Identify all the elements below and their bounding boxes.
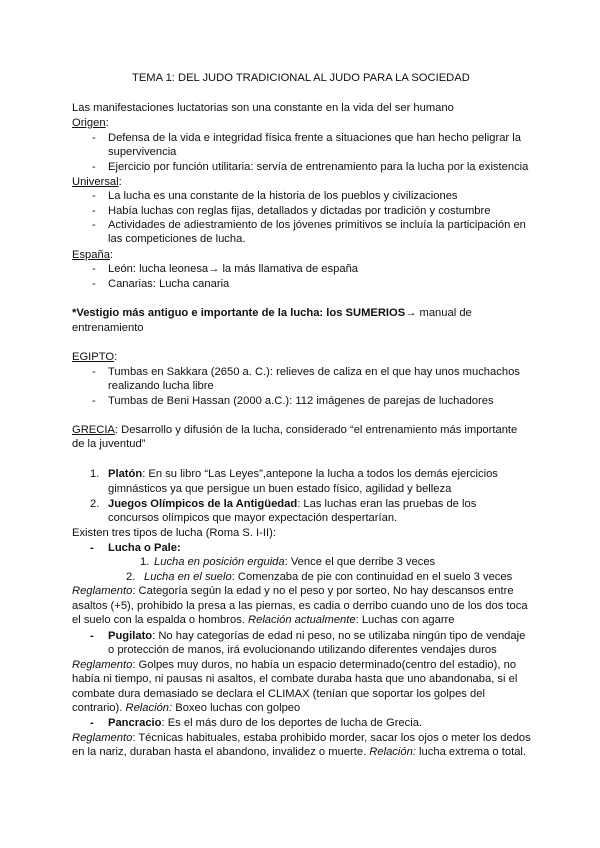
pancracio-reglamento-cont: en la nariz, duraban hasta el abandono, invalidez o muerte. Relación: lucha extrema o total. [72, 746, 527, 758]
list-number: 1. [90, 468, 100, 480]
vestigio-note-cont: entrenamiento [72, 322, 144, 334]
section-origen-heading: Origen: [72, 117, 109, 129]
section-espana-heading: España: [72, 249, 114, 261]
list-item-juegos: Juegos Olímpicos de la Antigüedad: Las luchas eran las pruebas de los [108, 498, 477, 510]
pancracio-heading: Pancracio: Es el más duro de los deportes de lucha de Grecia. [108, 717, 423, 729]
intro-text: Las manifestaciones luctatorias son una constante en la vida del ser humano [72, 102, 454, 114]
list-item: Había luchas con reglas fijas, detallados y dictadas por tradición y costumbre [108, 205, 491, 217]
pale-sub-item: Lucha en el suelo: Comenzaba de pie con continuidad en el suelo 3 veces [144, 571, 513, 583]
bullet-dash: - [92, 263, 96, 275]
list-item-cont: supervivencia [108, 146, 177, 158]
pale-sub-item: Lucha en posición erguida: Vence el que derribe 3 veces [154, 556, 436, 568]
pale-reglamento-cont: el suelo con la espalda o hombros. Relación actualmente: Luchas con agarre [72, 614, 455, 626]
bullet-dash: - [92, 132, 96, 144]
list-number: 2. [126, 571, 136, 583]
section-universal-heading: Universal: [72, 176, 122, 188]
pugilato-heading: Pugilato: No hay categorías de edad ni peso, no se utilizaba ningún tipo de vendaje [108, 630, 526, 642]
list-item: La lucha es una constante de la historia de los pueblos y civilizaciones [108, 190, 458, 202]
list-item-platon: Platón: En su libro “Las Leyes”,antepone la lucha a todos los demás ejercicios [108, 468, 498, 480]
bullet-dash: - [92, 161, 96, 173]
bullet-dash: - [92, 366, 96, 378]
list-number: 1. [140, 556, 150, 568]
list-item: Actividades de adiestramiento de los jóvenes primitivos se incluía la participación en [108, 219, 526, 231]
bullet-dash: - [92, 219, 96, 231]
list-item: Ejercicio por función utilitaria: servía de entrenamiento para la lucha por la existencia [108, 161, 529, 173]
pugilato-reglamento-cont: había ni tiempo, ni pausas ni asaltos, el combate duraba hasta que uno abandonaba, si el [72, 673, 518, 685]
list-item-cont: concursos olímpicos que mayor expectación despertarían. [108, 512, 398, 524]
pugilato-text-cont: o protección de manos, irá evolucionando utilizando diferentes vendajes duros [108, 644, 497, 656]
pugilato-reglamento: Reglamento: Golpes muy duros, no había un espacio determinado(centro del estadio), no [72, 659, 517, 671]
pale-reglamento: Reglamento: Categoría según la edad y no el peso y por sorteo, No hay descansos entre [72, 585, 514, 597]
bullet-dash: - [92, 395, 96, 407]
bullet-dash: - [90, 717, 94, 729]
list-item-cont: las competiciones de lucha. [108, 233, 246, 245]
bullet-dash: - [92, 190, 96, 202]
section-egipto-heading: EGIPTO: [72, 351, 118, 363]
list-number: 2. [90, 498, 100, 510]
page-title: TEMA 1: DEL JUDO TRADICIONAL AL JUDO PARA LA SOCIEDAD [132, 72, 470, 84]
bullet-dash: - [92, 205, 96, 217]
tipos-intro: Existen tres tipos de lucha (Roma S. I-II): [72, 527, 276, 539]
bullet-dash: - [90, 542, 94, 554]
pugilato-reglamento-cont: combate dura demasiado se declara el CLIMAX (tenían que soportar los golpes del [72, 688, 485, 700]
vestigio-note: *Vestigio más antiguo e importante de la lucha: los SUMERIOS→ manual de [72, 307, 472, 319]
section-grecia-heading: GRECIA: Desarrollo y difusión de la lucha, considerado “el entrenamiento más importante [72, 424, 518, 436]
pale-reglamento-cont: asaltos (+5), prohibido la presa a las piernas, es cadia o derribo cuando uno de los dos toca [72, 600, 528, 612]
list-item-cont: gimnásticos ya que persigue un buen estado físico, agilidad y belleza [108, 483, 452, 495]
pale-heading: Lucha o Pale: [108, 542, 181, 554]
pancracio-reglamento: Reglamento: Técnicas habituales, estaba prohibido morder, sacar los ojos o meter los dedos [72, 732, 531, 744]
bullet-dash: - [92, 278, 96, 290]
bullet-dash: - [90, 630, 94, 642]
list-item: Defensa de la vida e integridad física frente a situaciones que han hecho peligrar la [108, 132, 521, 144]
list-item: Tumbas en Sakkara (2650 a. C.): relieves de caliza en el que hay unos muchachos [108, 366, 520, 378]
list-item: Tumbas de Beni Hassan (2000 a.C.): 112 imágenes de parejas de luchadores [108, 395, 494, 407]
list-item-cont: realizando lucha libre [108, 380, 214, 392]
grecia-text-cont: de la juventud” [72, 438, 146, 450]
list-item: Canarias: Lucha canaria [108, 278, 230, 290]
pugilato-relacion: contrario). Relación: Boxeo luchas con golpeo [72, 702, 301, 714]
list-item: León: lucha leonesa→ la más llamativa de españa [108, 263, 359, 275]
